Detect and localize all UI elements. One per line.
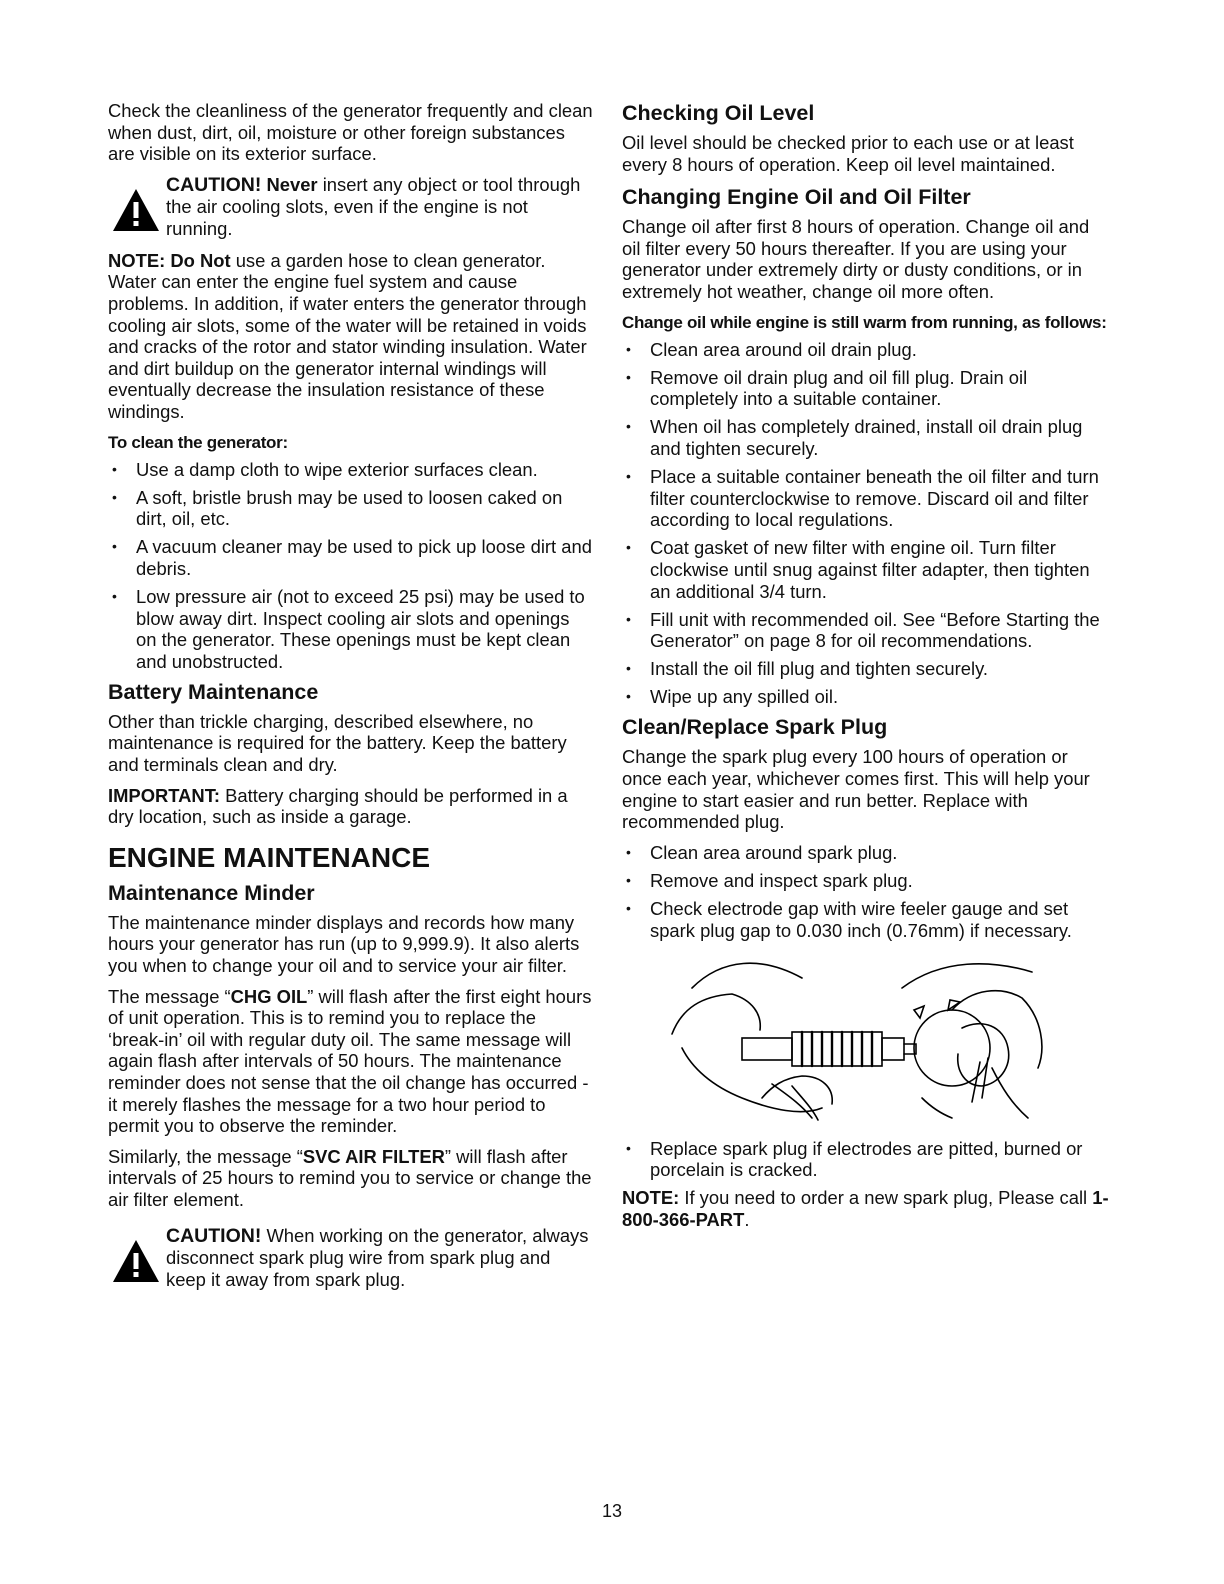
- list-item: [622, 609, 1110, 652]
- caution-text-1: [166, 174, 594, 240]
- bullet: •: [112, 538, 117, 555]
- list-item: [622, 658, 1110, 680]
- list-item-text: Remove and inspect spark plug.: [650, 869, 913, 891]
- list-item-text: Fill unit with recommended oil. See “Before Starting the Generator” on page 8 for oil recommendations.: [650, 608, 1100, 652]
- list-item: [622, 898, 1110, 941]
- spark-plug-gap-illustration: [652, 948, 1062, 1124]
- warning-icon: [112, 1239, 160, 1283]
- spark-plug-list-2: [622, 1138, 1110, 1181]
- clean-heading: To clean the generator:: [108, 432, 288, 452]
- list-item-text: A soft, bristle brush may be used to loosen caked on dirt, oil, etc.: [136, 486, 563, 530]
- bullet: •: [626, 843, 631, 860]
- bullet: •: [626, 688, 631, 705]
- note-label: NOTE: Do Not: [108, 249, 231, 271]
- chg-oil-paragraph: [108, 986, 594, 1137]
- bullet: •: [626, 539, 631, 556]
- caution-body: insert any object or tool through the air cooling slots, even if the engine is not running.: [166, 173, 581, 239]
- note-end: .: [744, 1209, 750, 1230]
- important-body: Battery charging should be performed in a dry location, such as inside a garage.: [108, 784, 568, 828]
- bullet: •: [626, 610, 631, 627]
- list-item-text: Low pressure air (not to exceed 25 psi) may be used to blow away dirt. Inspect cooling air slots and openings on the generator. These openings must be kept clean and unobstructed.: [136, 586, 585, 672]
- caution-never: Never: [266, 173, 318, 195]
- chg-post: ” will flash after the first eight hours of unit operation. This is to remind you to replace the ‘break-in’ oil with regular duty oil. The same message will again flash after intervals of 50 hours. The maintenance reminder does not sense that the oil change has occurred - it merely flashes the message for a two hour period to permit you to observe the reminder.: [108, 985, 592, 1137]
- list-item-text: Check electrode gap with wire feeler gauge and set spark plug gap to 0.030 inch (0.76mm) if necessary.: [650, 898, 1072, 941]
- maintenance-minder-heading: Maintenance Minder: [108, 880, 315, 905]
- oil-level-paragraph: Oil level should be checked prior to each use or at least every 8 hours of operation. Keep oil level maintained.: [622, 132, 1074, 175]
- change-oil-subheading: Change oil while engine is still warm from running, as follows:: [622, 312, 1107, 332]
- clean-list: [108, 459, 594, 673]
- list-item-text: Use a damp cloth to wipe exterior surfaces clean.: [136, 458, 538, 480]
- list-item-text: A vacuum cleaner may be used to pick up loose dirt and debris.: [136, 536, 592, 579]
- checking-oil-heading: Checking Oil Level: [622, 101, 815, 125]
- svc-air-paragraph: [108, 1146, 594, 1211]
- list-item-text: Clean area around oil drain plug.: [650, 338, 917, 360]
- svc-pre: Similarly, the message “: [108, 1145, 303, 1167]
- list-item-text: Place a suitable container beneath the oil filter and turn filter counterclockwise to remove. Discard oil and filter according to local regulations.: [650, 466, 1099, 531]
- caution-block-2: [108, 1225, 594, 1291]
- bullet: •: [112, 488, 117, 505]
- minder-paragraph: The maintenance minder displays and records how many hours your generator has run (up to 9,999.9). It also alerts you when to change your oil and to service your air filter.: [108, 911, 580, 977]
- chg-pre: The message “: [108, 985, 231, 1007]
- list-item: [108, 459, 594, 481]
- phone-number: 1-800-366-PART: [622, 1187, 1109, 1230]
- list-item: [622, 416, 1110, 459]
- bullet: •: [112, 588, 117, 604]
- note-body: use a garden hose to clean generator. Water can enter the engine fuel system and cause problems. In addition, if water enters the generator through cooling air slots, some of the water will be retained in voids and cracks of the rotor and stator winding insulation. Water and dirt buildup on the generator internal windings will eventually decrease the insulation resistance of these windings.: [108, 249, 587, 422]
- svc-post: ” will flash after intervals of 25 hours to remind you to service or change the air filter element.: [108, 1145, 592, 1210]
- engine-maintenance-heading: ENGINE MAINTENANCE: [108, 841, 431, 873]
- bullet: •: [112, 460, 117, 477]
- list-item: [622, 842, 1110, 864]
- change-oil-paragraph: Change oil after first 8 hours of operation. Change oil and oil filter every 50 hours thereafter. If you are using your generator under extremely dirty or dusty conditions, or in extremely hot weather, change oil more often.: [622, 216, 1090, 302]
- spark-plug-paragraph: Change the spark plug every 100 hours of operation or once each year, whichever comes first. This will help your engine to start easier and run better. Replace with recommended plug.: [622, 746, 1090, 833]
- list-item: [622, 367, 1110, 410]
- list-item-text: Clean area around spark plug.: [650, 841, 898, 863]
- bullet: •: [626, 900, 631, 917]
- caution-text-2: [166, 1225, 594, 1291]
- bullet: •: [626, 1139, 631, 1156]
- list-item-text: Replace spark plug if electrodes are pitted, burned or porcelain is cracked.: [650, 1137, 1083, 1181]
- order-note-paragraph: [622, 1187, 1110, 1230]
- list-item-text: Coat gasket of new filter with engine oil. Turn filter clockwise until snug against filter adapter, then tighten an additional 3/4 turn.: [650, 537, 1090, 602]
- caution-label: CAUTION!: [166, 1224, 262, 1247]
- page-number: 13: [601, 1501, 623, 1521]
- spark-plug-list: [622, 842, 1110, 941]
- caution-body: When working on the generator, always disconnect spark plug wire from spark plug and keep it away from spark plug.: [166, 1224, 589, 1290]
- bullet: •: [626, 660, 631, 677]
- spark-plug-heading: Clean/Replace Spark Plug: [622, 715, 888, 740]
- list-item: [108, 487, 594, 530]
- warning-icon: [112, 188, 160, 232]
- list-item-text: Wipe up any spilled oil.: [650, 686, 839, 708]
- list-item: [622, 537, 1110, 602]
- bullet: •: [626, 871, 631, 888]
- svc-code: SVC AIR FILTER: [302, 1145, 445, 1167]
- caution-label: CAUTION!: [166, 173, 262, 196]
- right-column: [622, 100, 1110, 1240]
- list-item: [622, 686, 1110, 708]
- list-item-text: Install the oil fill plug and tighten securely.: [650, 658, 989, 680]
- intro-paragraph: Check the cleanliness of the generator frequently and clean when dust, dirt, oil, moisture or other foreign substances are visible on its exterior surface.: [108, 100, 593, 165]
- list-item: [622, 1138, 1110, 1181]
- note-label: NOTE:: [622, 1187, 680, 1209]
- note-body: If you need to order a new spark plug, Please call: [679, 1187, 1093, 1209]
- list-item: [108, 586, 594, 672]
- list-item: [622, 466, 1110, 531]
- battery-heading: Battery Maintenance: [108, 679, 319, 704]
- list-item: [108, 536, 594, 579]
- bullet: •: [626, 340, 631, 357]
- left-column: [108, 100, 594, 1301]
- list-item-text: When oil has completely drained, install oil drain plug and tighten securely.: [650, 416, 1083, 459]
- chg-code: CHG OIL: [230, 985, 308, 1007]
- list-item: [622, 870, 1110, 892]
- list-item: [622, 339, 1110, 361]
- changing-oil-heading: Changing Engine Oil and Oil Filter: [622, 185, 971, 210]
- bullet: •: [626, 468, 631, 485]
- bullet: •: [626, 418, 631, 435]
- bullet: •: [626, 368, 631, 385]
- change-oil-list: [622, 339, 1110, 708]
- caution-block-1: [108, 174, 594, 240]
- battery-paragraph: Other than trickle charging, described elsewhere, no maintenance is required for the battery. Keep the battery and terminals clean and dry.: [108, 710, 567, 776]
- list-item-text: Remove oil drain plug and oil fill plug. Drain oil completely into a suitable container.: [650, 366, 1028, 410]
- important-label: IMPORTANT:: [108, 784, 221, 806]
- important-paragraph: [108, 785, 594, 828]
- note-paragraph: [108, 250, 594, 423]
